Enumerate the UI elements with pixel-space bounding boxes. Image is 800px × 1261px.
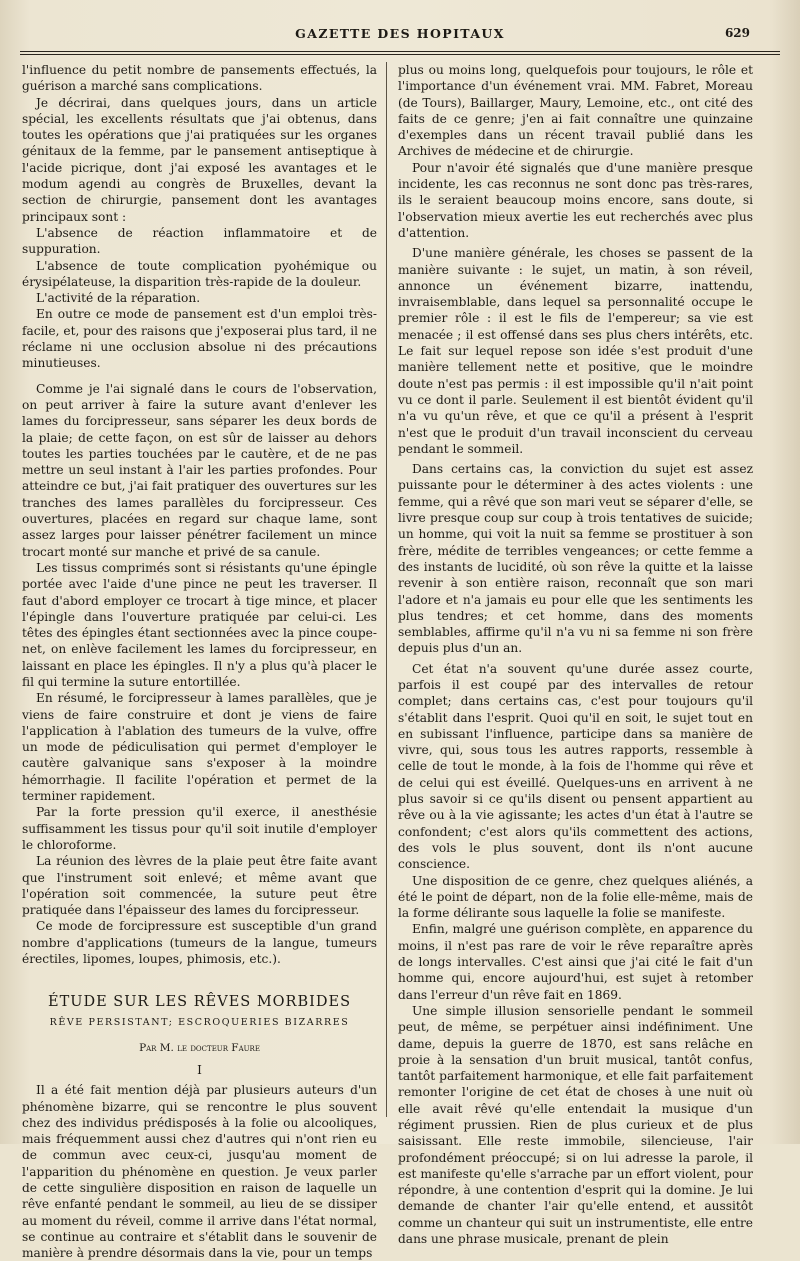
paragraph: Dans certains cas, la conviction du sujet est assez puissante pour le déterminer à des actes violents : une femme, qui a rêvé que son mari veut se séparer d'elle, se livre presque coup sur coup à trois tentatives de suicide; un homme, qui voit la nuit sa femme se prostituer à son frère, médite de terribles vengeances; or cette femme a des instants de lucidité, où son rêve la quitte et la laisse revenir à son entière raison, reconnaît que son mari l'adore et n'a jamais eu pour elle que les sentiments les plus tendres; et cet homme, dans des moments semblables, affirme qu'il n'a vu ni sa femme ni son frère depuis plus d'un an. <box>398 462 753 656</box>
paragraph: D'une manière générale, les choses se passent de la manière suivante : le sujet, un matin, à son réveil, annonce un événement bizarre, inattendu, invraisemblable, dans lequel sa personnalité occupe le premier rôle : il est le fils de l'empereur; sa vie est menacée ; il est offensé dans ses plus chers intérêts, etc. Le fait sur lequel repose son idée s'est produit d'une manière tellement nette et positive, que le moindre doute n'est pas permis : il est impossible qu'il n'ait point vu ce dont il parle. Seulement il est bientôt évident qu'il n'a vu qu'un rêve, et que ce qu'il a présent à l'esprit n'est que le produit d'un travail inconscient du cerveau pendant le sommeil. <box>398 246 753 456</box>
right-column <box>398 62 753 1247</box>
section-number: I <box>197 1062 202 1077</box>
paragraph: Pour n'avoir été signalés que d'une manière presque incidente, les cas reconnus ne sont donc pas très-rares, ils le seraient beaucoup moins encore, sans doute, si l'observation mieux avertie les eut recherchés avec plus d'attention. <box>398 160 753 240</box>
paragraph: Enfin, malgré une guérison complète, en apparence du moins, il n'est pas rare de voir le rêve reparaître après de longs intervalles. C'est ainsi que j'ai cité le fait d'un homme qui, encore aujourd'hui, est sujet à retomber dans l'erreur d'un rêve fait en 1869. <box>398 922 753 1002</box>
paragraph: L'activité de la réparation. <box>36 291 201 306</box>
paragraph: L'absence de toute complication pyohémique ou érysipélateuse, la disparition très-rapide de la douleur. <box>22 258 377 289</box>
paragraph: L'absence de réaction inflammatoire et de suppuration. <box>22 225 377 257</box>
paragraph: l'influence du petit nombre de pansements effectués, la guérison a marché sans complications. <box>22 63 377 94</box>
paragraph: En résumé, le forcipresseur à lames parallèles, que je viens de faire construire et dont je viens de faire l'application à l'ablation des tumeurs de la vulve, offre un mode de pédiculisation qui permet d'employer le cautère galvanique sans s'exposer à la moindre hémorrhagie. Il facilite l'opération et permet de la terminer rapidement. <box>22 691 377 804</box>
paragraph: En outre ce mode de pansement est d'un emploi très-facile, et, pour des raisons que j'exposerai plus tard, il ne réclame ni une occlusion absolue ni des précautions minutieuses. <box>22 307 377 371</box>
page-header <box>20 26 780 48</box>
article-title: ÉTUDE SUR LES RÊVES MORBIDES <box>47 994 351 1011</box>
paragraph: plus ou moins long, quelquefois pour toujours, le rôle et l'importance d'un événement vrai. MM. Fabret, Moreau (de Tours), Baillarger, Maury, Lemoine, etc., ont cité des faits de ce genre; j'en ai fait connaître une quinzaine d'exemples dans un récent travail publié dans les Archives de médecine et de chirurgie. <box>398 63 753 159</box>
article-byline: Par M. le docteur Faure <box>139 1041 260 1054</box>
paragraph: Une disposition de ce genre, chez quelques aliénés, a été le point de départ, non de la folie elle-même, mais de la forme délirante sous laquelle la folie se manifeste. <box>398 873 753 921</box>
paragraph: Ce mode de forcipressure est susceptible d'un grand nombre d'applications (tumeurs de la langue, tumeurs érectiles, lipomes, loupes, phimosis, etc.). <box>22 919 377 967</box>
paragraph: Cet état n'a souvent qu'une durée assez courte, parfois il est coupé par des intervalles de retour complet; dans certains cas, c'est pour toujours qu'il s'établit dans l'esprit. Quoi qu'il en soit, le sujet tout en en subissant l'influence, participe dans sa manière de vivre, qui, sous tous les autres rapports, ressemble à celle de tout le monde, à la fois de l'homme qui rêve et de celui qui est éveillé. Quelques-uns en arrivent à ne plus savoir si ce qu'ils disent ou pensent appartient au rêve ou à la vie agissante; les actes d'un état à l'autre se confondent; c'est alors qu'ils commettent des actions, des vols le plus souvent, dont ils n'ont aucune conscience. <box>398 661 753 872</box>
article-heading <box>22 993 377 1078</box>
header-rule-top <box>20 51 780 52</box>
paragraph: Les tissus comprimés sont si résistants qu'une épingle portée avec l'aide d'une pince ne peut les traverser. Il faut d'abord employer ce trocart à tige mince, et placer l'épingle dans l'ouverture pratiquée par celui-ci. Les têtes des épingles étant sectionnées avec la pince coupe-net, on enlève facilement les lames du forcipresseur, en laissant en place les épingles. Il n'y a plus qu'à placer le fil qui termine la suture entortillée. <box>22 560 377 689</box>
paragraph: Une simple illusion sensorielle pendant le sommeil peut, de même, se perpétuer ainsi indéfiniment. Une dame, depuis la guerre de 1870, est sans relâche en proie à la sensation d'un bruit musical, tantôt confus, tantôt parfaitement harmonique, et elle fait parfaitement remonter l'origine de cet état de choses à une nuit où elle avait rêvé qu'elle entendait la musique d'un régiment prussien. Rien de plus curieux et de plus saisissant. Elle reste immobile, silencieuse, l'air profondément préoccupé; si on lui adresse la parole, il est manifeste qu'elle s'arrache par un effort violent, pour répondre, à une contention d'esprit qui la domine. Je lui demande de chanter l'air qu'elle entend, et aussitôt comme un chanteur qui suit un instrumentiste, elle entre dans une phrase musicale, prenant de plein <box>398 1003 753 1247</box>
article-subtitle: RÊVE PERSISTANT; ESCROQUERIES BIZARRES <box>49 1017 350 1029</box>
running-head: GAZETTE DES HOPITAUX <box>295 26 505 41</box>
left-column <box>22 62 377 1261</box>
header-rule-bottom <box>20 54 780 55</box>
paragraph: Il a été fait mention déjà par plusieurs auteurs d'un phénomène bizarre, qui se rencontre le plus souvent chez des individus prédisposés à la folie ou alcooliques, mais fréquemment aussi chez d'autres qui n'ont rien eu de commun avec ceux-ci, jusqu'au moment de l'apparition du phénomène en question. Je veux parler de cette singulière disposition en raison de laquelle un rêve enfanté pendant le sommeil, au lieu de se dissiper au moment du réveil, comme il arrive dans l'état normal, se continue au contraire et s'établit dans le souvenir de manière à prendre désormais dans la vie, pour un temps <box>22 1083 377 1261</box>
paragraph: Je décrirai, dans quelques jours, dans un article spécial, les excellents résultats que j'ai obtenus, dans toutes les opérations que j'ai pratiquées sur les organes génitaux de la femme, par le pansement antiseptique à l'acide picrique, dont j'ai exposé les avantages et le modum agendi au congrès de Bruxelles, devant la section de chirurgie, pansement dont les avantages principaux sont : <box>22 95 377 224</box>
paragraph: La réunion des lèvres de la plaie peut être faite avant que l'instrument soit enlevé; et même avant que l'opération soit commencée, la suture peut être pratiquée dans l'épaisseur des lames du forcipresseur. <box>22 854 377 918</box>
page-number: 629 <box>724 26 750 40</box>
column-divider <box>386 62 387 1117</box>
paragraph: Comme je l'ai signalé dans le cours de l'observation, on peut arriver à faire la suture avant d'enlever les lames du forcipresseur, sans séparer les deux bords de la plaie; de cette façon, on est sûr de laisser au dehors toutes les parties touchées par le cautère, et de ne pas mettre un seul instant à l'air les parties profondes. Pour atteindre ce but, j'ai fait pratiquer des ouvertures sur les tranches des lames parallèles du forcipresseur. Ces ouvertures, placées en regard sur chaque lame, sont assez larges pour laisser pénétrer facilement un mince trocart monté sur manche et privé de sa canule. <box>22 381 377 559</box>
paragraph: Par la forte pression qu'il exerce, il anesthésie suffisamment les tissus pour qu'il soit inutile d'employer le chloroforme. <box>22 805 377 852</box>
